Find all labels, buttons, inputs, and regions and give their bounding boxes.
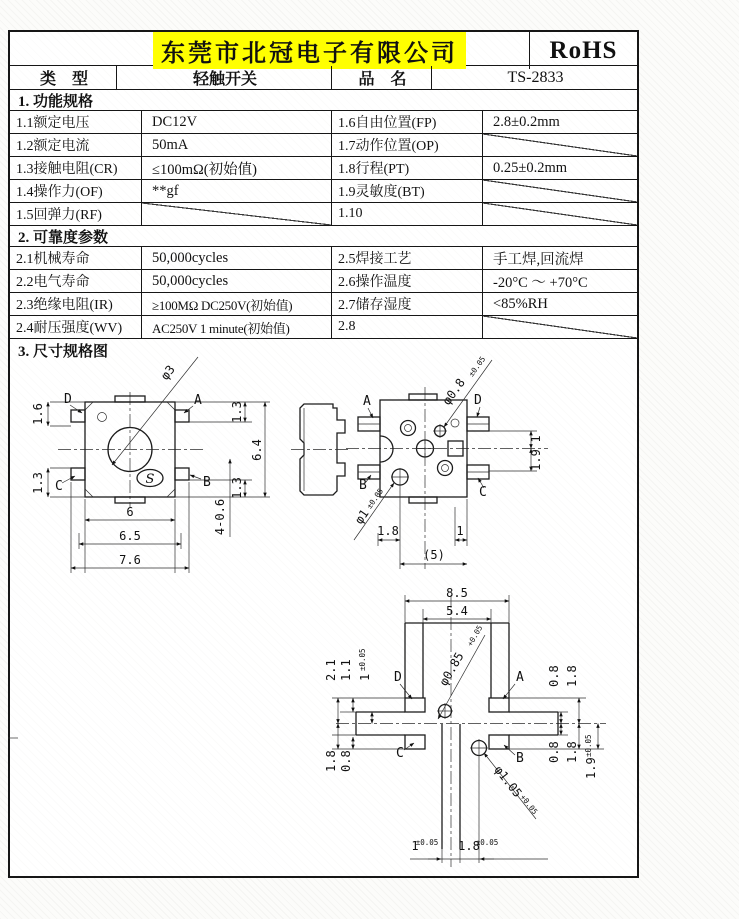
spec-label: 2.4耐压强度(WV) (10, 316, 142, 338)
dim-bottom-1-tol: ±0.05 (415, 838, 439, 847)
dim-hole1-tol: ±0.05 (466, 354, 488, 379)
dim-hole1-dia: φ0.8 (439, 375, 468, 408)
dim-hole2-dia: φ1 (351, 506, 372, 527)
spec-label: 2.5焊接工艺 (332, 247, 483, 269)
land-label-b: B (516, 751, 524, 766)
terminal-label-a: A (194, 393, 202, 408)
dim-right-bottom: 1.3 (230, 477, 244, 499)
rohs-cell (529, 32, 637, 69)
spec-value: 手工焊,回流焊 (493, 251, 584, 268)
spec-value: ≤100mΩ(初始值) (142, 157, 332, 179)
section1-title: 1. 功能规格 (10, 90, 637, 111)
table-row (10, 203, 637, 226)
terminal-label-c: C (55, 479, 63, 494)
dim-hole1-tol: +0.05 (465, 623, 485, 648)
terminal-b (175, 468, 189, 480)
part-name-value: TS-2833 (507, 68, 564, 86)
spec-value: -20°C ～ +70°C (493, 274, 588, 291)
rohs-mark: RoHS (549, 36, 618, 64)
type-value: 轻触开关 (117, 66, 332, 89)
section2-title: 2. 可靠度参数 (10, 226, 637, 247)
dim-right-19-tol: ±0.05 (584, 734, 593, 757)
side-view-drawing (291, 404, 350, 495)
spec-value: DC12V (142, 111, 332, 133)
land-pad-a (489, 698, 509, 712)
dim-hole2-tol: +0.05 (518, 792, 540, 817)
dim-bottom-18: 1.8 (377, 524, 399, 538)
dim-right-08-bot: 0.8 (547, 741, 561, 763)
terminal-c (71, 468, 85, 480)
dim-hole1-dia: φ0.85 (436, 649, 467, 689)
dimension-drawings (8, 347, 641, 878)
dim-left-1: 1 (358, 673, 372, 681)
terminal-label-d: D (64, 392, 72, 407)
spec-label: 1.7动作位置(OP) (332, 134, 483, 156)
pad-label-a: A (363, 394, 371, 409)
dim-width-outer: 7.6 (119, 553, 141, 567)
dim-inner-width: 5.4 (446, 604, 468, 618)
spec-value: 50,000cycles (142, 270, 332, 292)
company-name: 东莞市北冠电子有限公司 (153, 32, 466, 69)
table-row (10, 111, 637, 134)
spec-value: ≥100MΩ DC250V(初始值) (142, 293, 332, 315)
dim-left-top: 1.6 (31, 403, 45, 425)
spec-value-blank (142, 203, 332, 225)
spec-value-blank (483, 180, 637, 202)
dim-left-18: 1.8 (324, 750, 338, 772)
dim-right-18-top: 1.8 (565, 665, 579, 687)
spec-value: <85%RH (493, 295, 548, 312)
dim-knob-dia: φ3 (157, 362, 178, 383)
dim-bottom-18-tol: ±0.05 (475, 838, 499, 847)
table-row (10, 247, 637, 270)
section3-title: 3. 尺寸规格图 (18, 344, 109, 360)
spec-value-blank (483, 203, 637, 225)
terminal-label-b: B (203, 475, 211, 490)
dim-bottom-ref: (5) (423, 548, 445, 562)
top-view-drawing (31, 357, 270, 573)
dim-terminal-size: 4-0.6 (213, 498, 227, 536)
spec-label: 2.1机械寿命 (10, 247, 142, 269)
dim-left-1-tol: ±0.05 (358, 648, 367, 671)
dim-left-08: 0.8 (339, 750, 353, 772)
spec-value: 50mA (142, 134, 332, 156)
header-row (10, 32, 637, 66)
dim-bottom-18: 1.8 (458, 839, 480, 853)
dim-width-mid: 6.5 (119, 529, 141, 543)
dim-width-inner: 6 (126, 505, 134, 519)
dim-right-19: 1.9 (584, 757, 598, 779)
terminal-d (71, 410, 85, 422)
spec-label: 1.3接触电阻(CR) (10, 157, 142, 179)
index-hole (98, 413, 107, 422)
spec-value: AC250V 1 minute(初始值) (142, 316, 332, 338)
dim-hole2-tol: ±0.05 (364, 486, 386, 511)
land-pad-d (405, 698, 425, 712)
spec-label: 1.1额定电压 (10, 111, 142, 133)
dim-right-top: 1.3 (230, 401, 244, 423)
spec-label: 1.6自由位置(FP) (332, 111, 483, 133)
table-row (10, 180, 637, 203)
terminal-a (175, 410, 189, 422)
table-row (10, 157, 637, 180)
spec-label: 1.8行程(PT) (332, 157, 483, 179)
spec-value: 0.25±0.2mm (493, 159, 568, 176)
spec-label: 2.6操作温度 (332, 270, 483, 292)
spec-label: 1.2额定电流 (10, 134, 142, 156)
dim-bottom-1: 1 (456, 524, 464, 538)
spec-value: 50,000cycles (142, 247, 332, 269)
spec-value: **gf (142, 180, 332, 202)
bottom-view-drawing (346, 355, 548, 569)
part-name-label: 品 名 (332, 66, 432, 89)
dim-right-19: 1.9 (529, 449, 543, 471)
type-label: 类 型 (10, 66, 117, 89)
dim-right-mid: 6.4 (250, 439, 264, 461)
pad-label-b: B (359, 478, 367, 493)
spec-label: 2.7储存湿度 (332, 293, 483, 315)
dshape-notch (380, 436, 393, 462)
land-label-c: C (396, 746, 404, 761)
spec-label: 1.5回弹力(RF) (10, 203, 142, 225)
type-row (10, 66, 637, 90)
spec-label: 1.9灵敏度(BT) (332, 180, 483, 202)
pcb-layout-drawing (324, 586, 606, 867)
land-label-a: A (516, 670, 524, 685)
dim-top-width: 8.5 (446, 586, 468, 600)
spec-label: 2.3绝缘电阻(IR) (10, 293, 142, 315)
pad-label-c: C (479, 485, 487, 500)
table-row (10, 270, 637, 293)
dim-right-18-bot: 1.8 (565, 741, 579, 763)
dim-bottom-1: 1 (411, 839, 419, 853)
spec-value-blank (483, 316, 637, 338)
dim-left-21: 2.1 (324, 659, 338, 681)
spec-label: 2.2电气寿命 (10, 270, 142, 292)
spec-value-blank (483, 134, 637, 156)
land-label-d: D (394, 670, 402, 685)
dim-right-08-top: 0.8 (547, 665, 561, 687)
pad-label-d: D (474, 393, 482, 408)
table-row (10, 293, 637, 316)
spec-value: 2.8±0.2mm (493, 113, 560, 130)
dim-left-11: 1.1 (339, 659, 353, 681)
spec-sheet (8, 30, 639, 878)
table-row (10, 134, 637, 157)
spec-label: 1.4操作力(OF) (10, 180, 142, 202)
dim-hole2-dia: φ1.05 (491, 762, 525, 801)
spec-label: 1.10 (332, 203, 483, 225)
dim-right-1: 1 (529, 435, 543, 443)
spec-label: 2.8 (332, 316, 483, 338)
table-row (10, 316, 637, 339)
dim-left-bottom: 1.3 (31, 472, 45, 494)
marking-text: S (145, 472, 155, 487)
company-cell (10, 32, 529, 69)
